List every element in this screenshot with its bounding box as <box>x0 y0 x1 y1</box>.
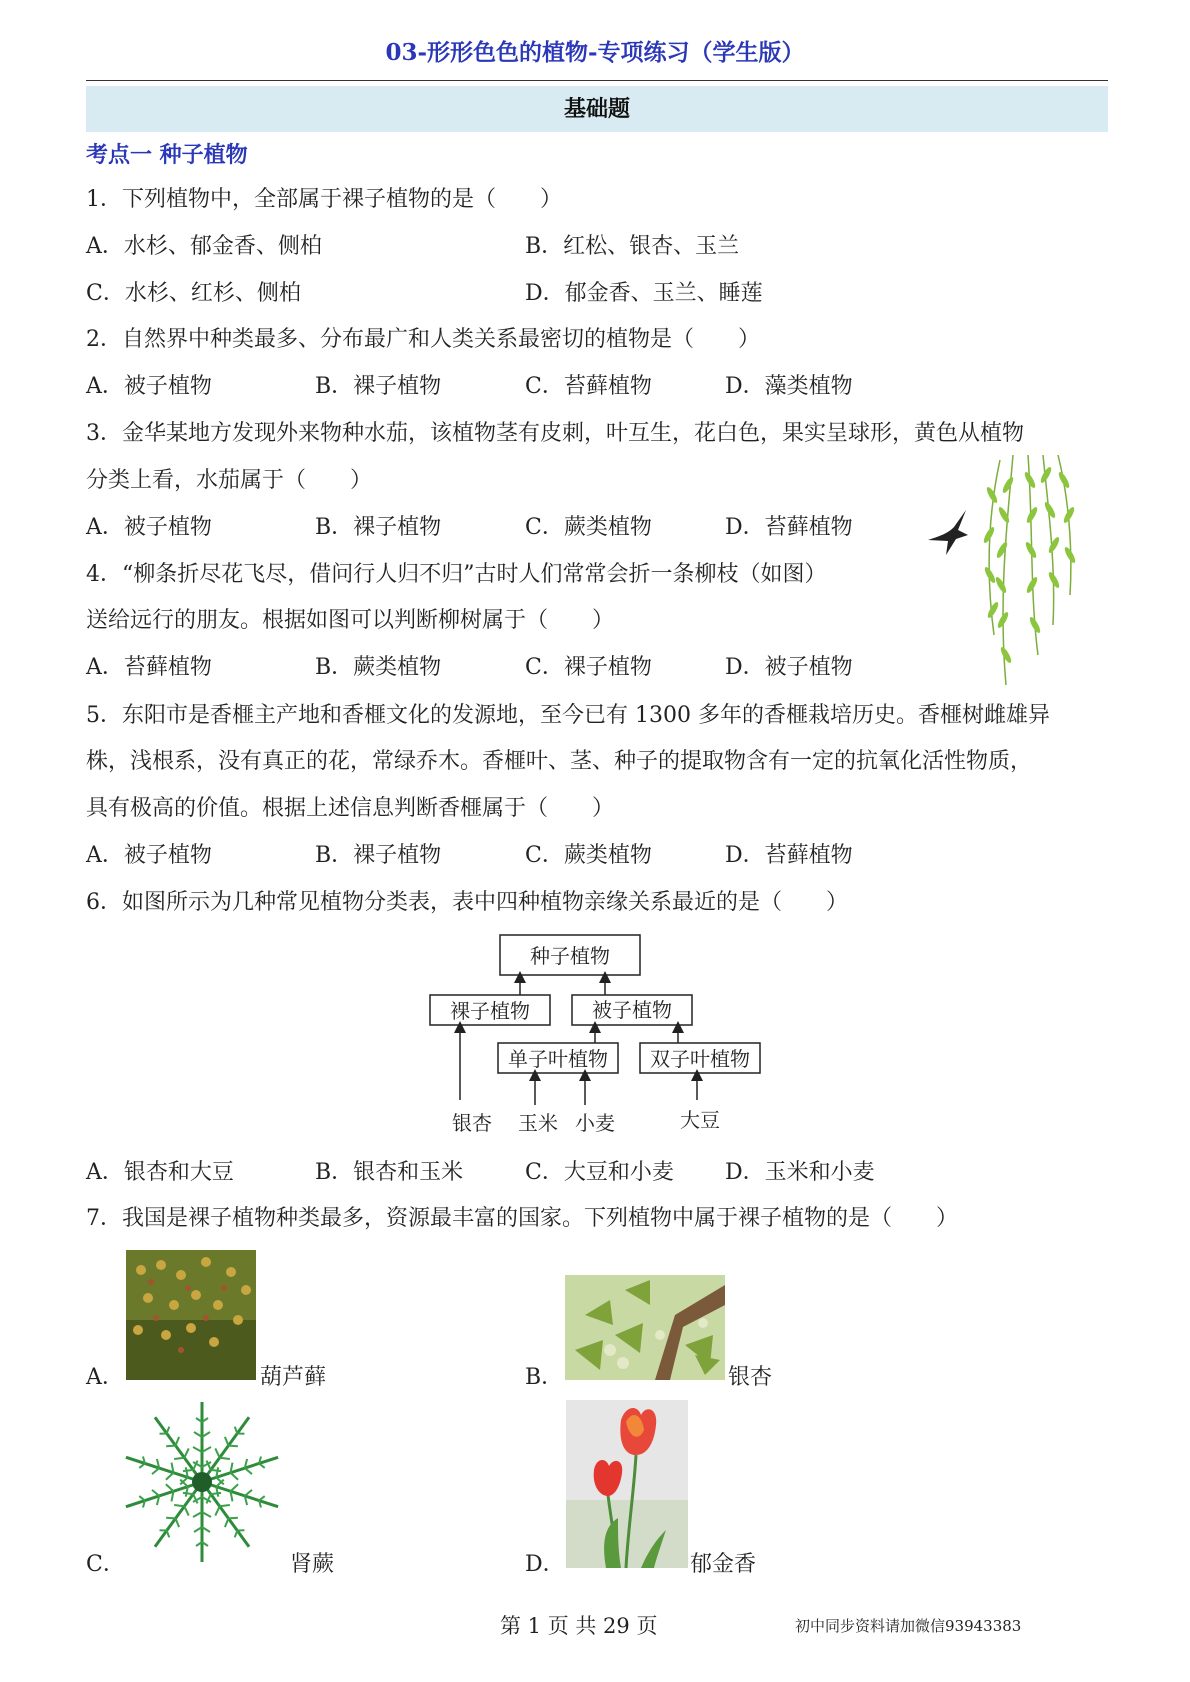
q7-option-a-name: 葫芦藓 <box>260 1365 327 1390</box>
ginkgo-photo <box>565 1275 725 1380</box>
q3-option-a: A．被子植物 <box>86 515 212 540</box>
willow-branch-illustration <box>918 455 1098 690</box>
q4-option-d: D．被子植物 <box>725 655 853 680</box>
q7-option-c-name: 肾蕨 <box>290 1552 335 1577</box>
section-band: 基础题 <box>86 86 1108 132</box>
q1-option-a: A．水杉、郁金香、侧柏 <box>86 234 322 259</box>
q6-stem: 6．如图所示为几种常见植物分类表，表中四种植物亲缘关系最近的是（ ） <box>86 890 848 915</box>
swallow-icon <box>928 510 968 555</box>
q4-stem-line2: 送给远行的朋友。根据如图可以判断柳树属于（ ） <box>86 608 615 633</box>
page-number: 第 1 页 共 29 页 <box>500 1614 658 1638</box>
q3-stem-line2: 分类上看，水茄属于（ ） <box>86 468 373 493</box>
moss-photo <box>126 1250 256 1380</box>
q1-option-d: D．郁金香、玉兰、睡莲 <box>525 281 763 306</box>
q2-option-b: B．裸子植物 <box>315 374 442 399</box>
q4-option-c: C．裸子植物 <box>525 655 652 680</box>
fern-photo <box>120 1395 285 1570</box>
q5-option-d: D．苔藓植物 <box>725 843 853 868</box>
q2-option-c: C．苔藓植物 <box>525 374 652 399</box>
q4-option-a: A．苔藓植物 <box>86 655 212 680</box>
q6-option-c: C．大豆和小麦 <box>525 1160 674 1185</box>
label-seed-plants: 种子植物 <box>530 944 610 968</box>
tulip-photo <box>566 1400 688 1568</box>
title-divider <box>86 80 1108 81</box>
q4-stem-line1: 4．“柳条折尽花飞尽，借问行人归不归”古时人们常常会折一条柳枝（如图） <box>86 562 827 587</box>
q4-option-b: B．蕨类植物 <box>315 655 442 680</box>
q1-option-c: C．水杉、红杉、侧柏 <box>86 281 301 306</box>
q5-option-b: B．裸子植物 <box>315 843 442 868</box>
q7-option-d-letter: D． <box>525 1552 565 1577</box>
q6-option-d: D．玉米和小麦 <box>725 1160 875 1185</box>
label-monocots: 单子叶植物 <box>508 1047 608 1071</box>
label-corn: 玉米 <box>518 1111 558 1135</box>
q2-option-d: D．藻类植物 <box>725 374 853 399</box>
q5-stem-line1: 5．东阳市是香榧主产地和香榧文化的发源地，至今已有 1300 多年的香榧栽培历史。香榧树雌雄异 <box>86 703 1050 728</box>
q7-option-a-letter: A． <box>86 1365 124 1390</box>
q1-stem: 1．下列植物中，全部属于裸子植物的是（ ） <box>86 187 562 212</box>
q3-option-c: C．蕨类植物 <box>525 515 652 540</box>
q1-option-b: B．红松、银杏、玉兰 <box>525 234 740 259</box>
q2-stem: 2．自然界中种类最多、分布最广和人类关系最密切的植物是（ ） <box>86 327 760 352</box>
watermark: 初中同步资料请加微信93943383 <box>795 1617 1022 1635</box>
label-soybean: 大豆 <box>680 1108 720 1132</box>
q5-stem-line2: 株，浅根系，没有真正的花，常绿乔木。香榧叶、茎、种子的提取物含有一定的抗氧化活性物质， <box>86 749 1033 774</box>
label-angiosperms: 被子植物 <box>592 998 672 1022</box>
q3-option-b: B．裸子植物 <box>315 515 442 540</box>
q7-stem: 7．我国是裸子植物种类最多，资源最丰富的国家。下列植物中属于裸子植物的是（ ） <box>86 1206 959 1231</box>
plant-classification-diagram <box>420 930 780 1145</box>
q7-option-b-name: 银杏 <box>728 1365 773 1390</box>
section-heading: 考点一 种子植物 <box>86 142 248 168</box>
label-ginkgo: 银杏 <box>452 1111 492 1135</box>
q3-option-d: D．苔藓植物 <box>725 515 853 540</box>
label-dicots: 双子叶植物 <box>650 1047 750 1071</box>
q6-option-a: A．银杏和大豆 <box>86 1160 234 1185</box>
label-gymnosperms: 裸子植物 <box>450 999 530 1023</box>
label-wheat: 小麦 <box>575 1111 615 1135</box>
q2-option-a: A．被子植物 <box>86 374 212 399</box>
page-title: 03-形形色色的植物-专项练习（学生版） <box>385 39 805 66</box>
q5-option-c: C．蕨类植物 <box>525 843 652 868</box>
q5-option-a: A．被子植物 <box>86 843 212 868</box>
q7-option-b-letter: B． <box>525 1365 564 1390</box>
q6-option-b: B．银杏和玉米 <box>315 1160 464 1185</box>
q3-stem-line1: 3．金华某地方发现外来物种水茄，该植物茎有皮刺，叶互生，花白色，果实呈球形，黄色从植物 <box>86 421 1025 446</box>
q5-stem-line3: 具有极高的价值。根据上述信息判断香榧属于（ ） <box>86 796 615 821</box>
q7-option-d-name: 郁金香 <box>690 1552 757 1577</box>
q7-option-c-letter: C． <box>86 1552 125 1577</box>
